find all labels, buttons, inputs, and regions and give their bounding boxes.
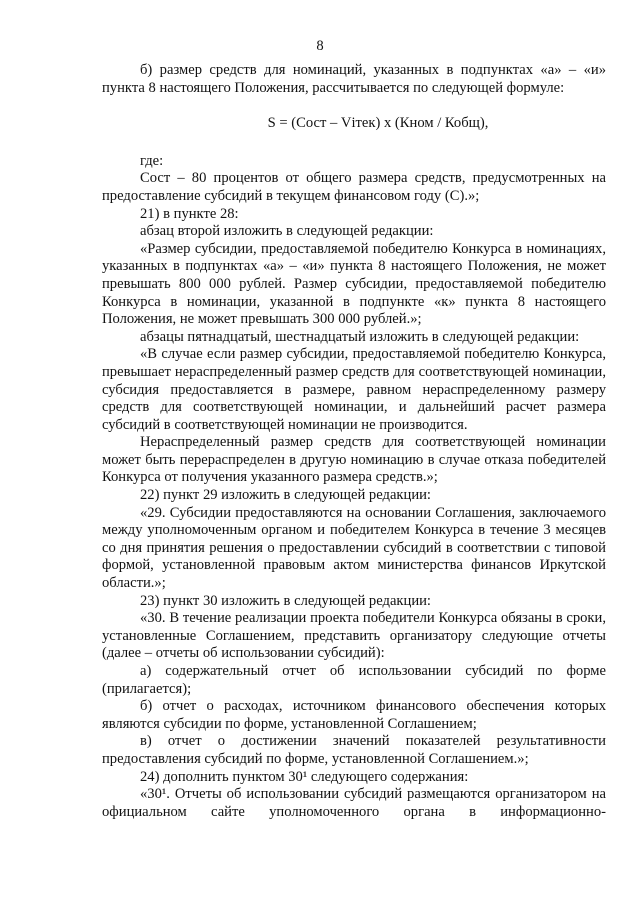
paragraph-item-24: 24) дополнить пунктом 30¹ следующего содержания: <box>140 768 469 785</box>
paragraph-redistribution: Нераспределенный размер средств для соответствующей номинации может быть перераспределен в другую номинацию в случае отказа победителей Конкурса от получения указанного размера средств.»; <box>102 434 606 486</box>
paragraph-abzacy-15-16: абзацы пятнадцатый, шестнадцатый изложить в следующей редакции: <box>140 328 580 345</box>
paragraph-b-nominations-formula-intro: б) размер средств для номинаций, указанных в подпунктах «а» – «и» пункта 8 настоящего Положения, рассчитывается по следующей формуле: <box>102 62 606 96</box>
paragraph-undistributed-amount: «В случае если размер субсидии, предоставляемой победителю Конкурса, превышает нераспределенный размер средств для соответствующей номинации, субсидия предоставляется в размере, равном нераспределенному размеру средств для соответствующей номинации, и дальнейший расчет размера субсидий в соответствующей номинации не производится. <box>102 346 606 433</box>
paragraph-report-a: а) содержательный отчет об использовании субсидий по форме (прилагается); <box>102 663 606 697</box>
paragraph-where: где: <box>140 152 164 169</box>
paragraph-item-22: 22) пункт 29 изложить в следующей редакции: <box>140 487 431 504</box>
paragraph-c-ost-definition: Сост – 80 процентов от общего размера средств, предусмотренных на предоставление субсидий в текущем финансовом году (С).»; <box>102 170 606 204</box>
document-body <box>102 62 606 821</box>
paragraph-report-v: в) отчет о достижении значений показателей результативности предоставления субсидий по форме, установленной Соглашением.»; <box>102 733 606 767</box>
paragraph-point-29: «29. Субсидии предоставляются на основании Соглашения, заключаемого между уполномоченным органом и победителем Конкурса в течение 3 месяцев со дня принятия решения о предоставлении субсидий в соответствии с типовой формой, установленной правовым актом министерства финансов Иркутской области.»; <box>102 504 606 592</box>
page-number: 8 <box>316 38 324 54</box>
paragraph-point-30: «30. В течение реализации проекта победители Конкурса обязаны в сроки, установленные Соглашением, представить организатору следующие отчеты (далее – отчеты об использовании субсидий): <box>102 610 606 662</box>
paragraph-item-23: 23) пункт 30 изложить в следующей редакции: <box>140 592 431 609</box>
paragraph-point-30-1: «30¹. Отчеты об использовании субсидий размещаются организатором на официальном сайте уполномоченного органа в информационно- <box>102 786 606 820</box>
subsidy-formula: S = (Сост – Vітек) х (Кном / Кобщ), <box>267 115 489 132</box>
paragraph-item-21: 21) в пункте 28: <box>140 205 239 222</box>
paragraph-subsidy-size: «Размер субсидии, предоставляемой победителю Конкурса в номинациях, указанных в подпунктах «а» – «и» пункта 8 настоящего Положения, не может превышать 800 000 рублей. Размер субсидии, предоставляемой победителю Конкурса в номинации, указанной в подпункте «к» пункта 8 настоящего Положения, не может превышать 300 000 рублей.»; <box>102 240 606 328</box>
paragraph-report-b: б) отчет о расходах, источником финансового обеспечения которых являются субсидии по форме, установленной Соглашением; <box>102 698 606 732</box>
paragraph-second-abzac: абзац второй изложить в следующей редакции: <box>140 223 434 240</box>
